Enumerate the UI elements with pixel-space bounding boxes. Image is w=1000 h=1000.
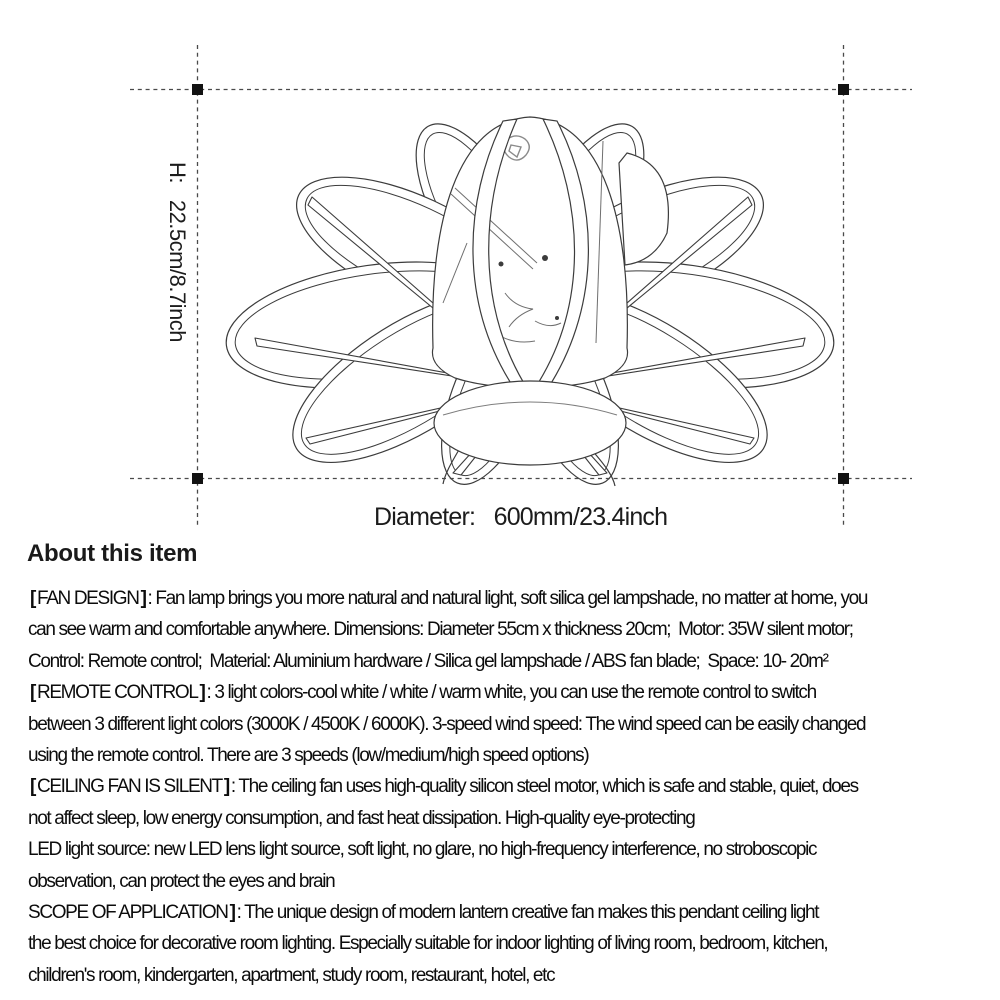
about-item-line: the best choice for decorative room lighting. Especially suitable for indoor lighting of living room, bedroom, kitchen,	[28, 933, 828, 955]
about-item-line: using the remote control. There are 3 speeds (low/medium/high speed options)	[28, 745, 589, 767]
lenticular-bracket: [	[30, 588, 35, 609]
diameter-dimension-label: Diameter: 600mm/23.4inch	[374, 503, 668, 531]
about-item-line: can see warm and comfortable anywhere. Dimensions: Diameter 55cm x thickness 20cm; Motor: 35W silent motor;	[28, 619, 861, 641]
fan-lamp-line-drawing	[205, 93, 860, 493]
lenticular-bracket: [	[30, 682, 35, 704]
about-item-line: between 3 different light colors (3000K / 4500K / 6000K). 3-speed wind speed: The wind speed can be easily changed	[28, 713, 866, 735]
dimension-marker	[192, 84, 203, 95]
lenticular-bracket: ]	[229, 902, 235, 924]
about-item-line: children's room, kindergarten, apartment, study room, restaurant, hotel, etc	[28, 964, 555, 986]
about-item-line: [ REMOTE CONTROL ] : 3 light colors-cool white / white / warm white, you can use the remote control to switch	[30, 682, 816, 704]
lampshade	[434, 381, 626, 465]
about-item-line: Control: Remote control; Material: Aluminium hardware / Silica gel lampshade / ABS fan blade; Space: 10- 20m²	[28, 650, 828, 672]
about-item-line: [ FAN DESIGN ] : Fan lamp brings you more natural and natural light, soft silica gel lampshade, no matter at home, you	[30, 588, 868, 609]
dimension-marker	[192, 473, 203, 484]
lenticular-bracket: ]	[140, 588, 146, 609]
lenticular-bracket: ]	[199, 682, 205, 704]
about-item-line: observation, can protect the eyes and brain	[28, 870, 335, 892]
lenticular-bracket: [	[30, 776, 35, 798]
about-item-line: not affect sleep, low energy consumption, and fast heat dissipation. High-quality eye-protecting	[28, 807, 695, 829]
lenticular-bracket: ]	[223, 776, 229, 798]
about-item-line: [ CEILING FAN IS SILENT ] : The ceiling fan uses high-quality silicon steel motor, which is safe and stable, quiet, does	[30, 776, 858, 798]
about-title: About this item	[27, 540, 198, 567]
about-item-line: LED light source: new LED lens light source, soft light, no glare, no high-frequency interference, no stroboscopic	[28, 839, 817, 861]
height-dimension-label: H: 22.5cm/8.7inch	[165, 162, 190, 343]
about-item-line: SCOPE OF APPLICATION ] : The unique design of modern lantern creative fan makes this pendant ceiling light	[28, 902, 819, 924]
about-item-list	[28, 583, 993, 991]
